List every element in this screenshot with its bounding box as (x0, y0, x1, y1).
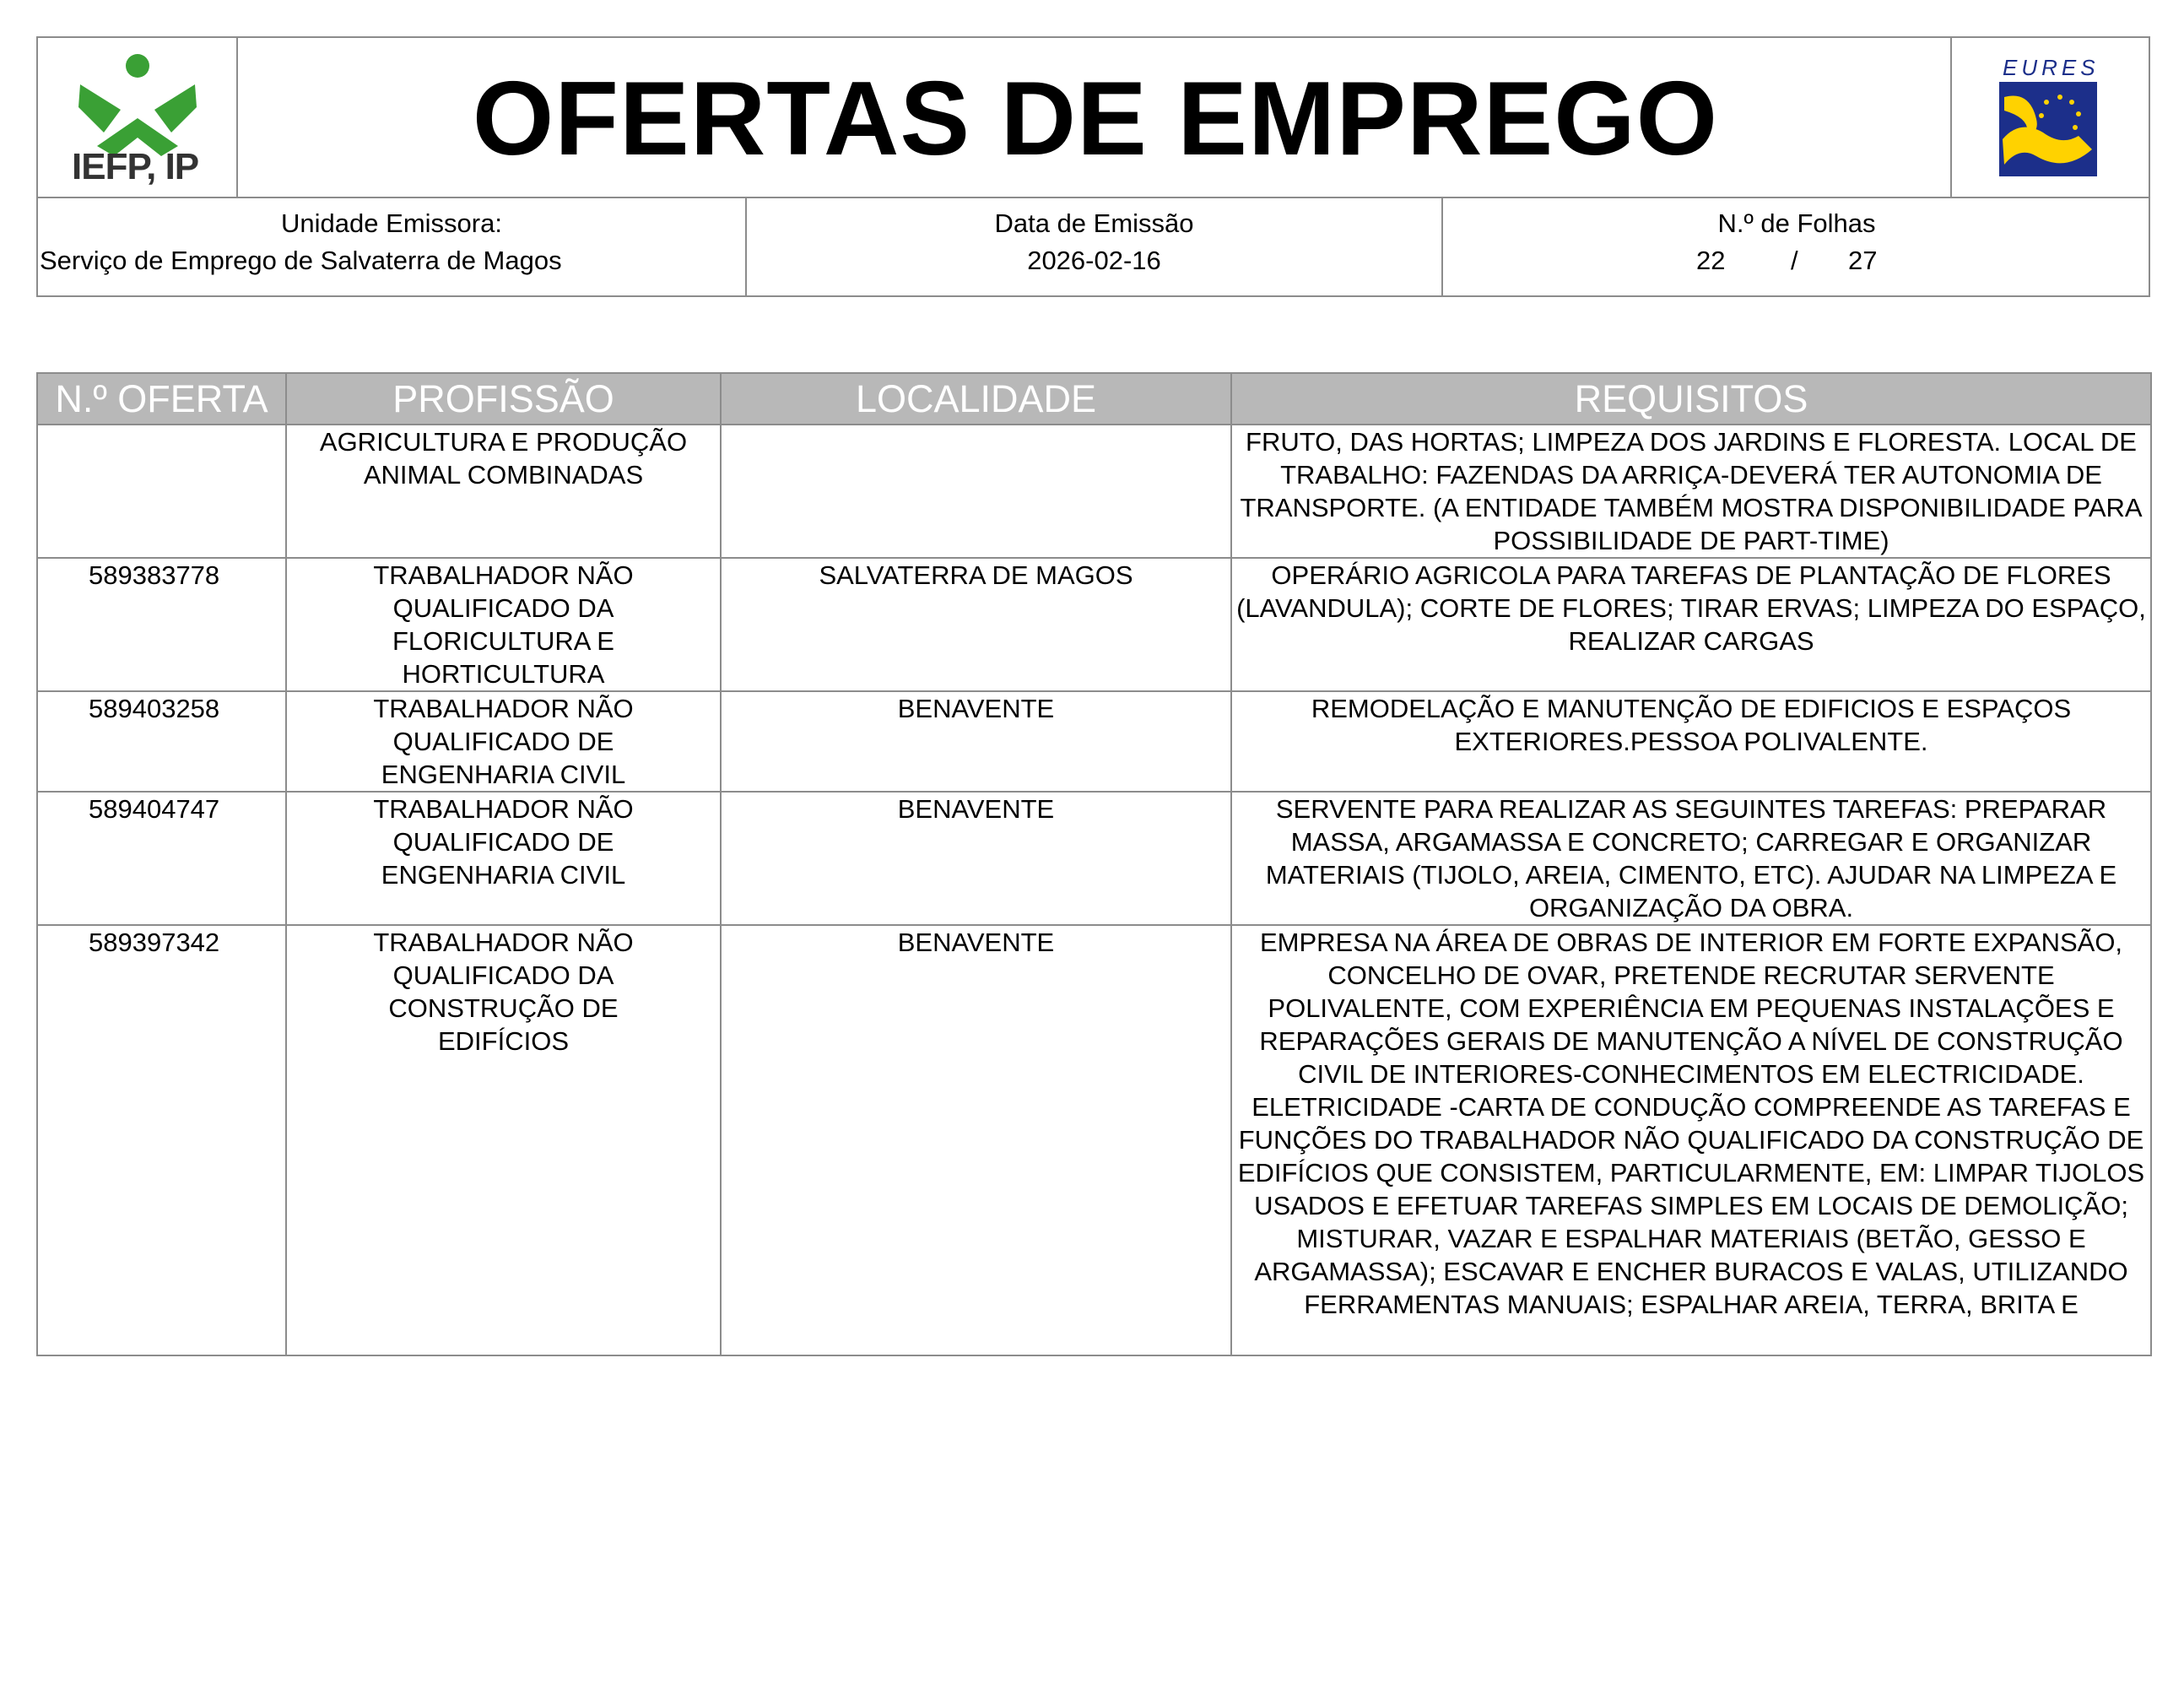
cell-profissao: TRABALHADOR NÃO QUALIFICADO DE ENGENHARIA CIVIL (286, 792, 721, 925)
eures-logo-text: EURES (2003, 55, 2100, 80)
folhas-separator: / (1791, 246, 1798, 275)
cell-oferta: 589383778 (37, 558, 286, 691)
unidade-emissora-label: Unidade Emissora: (281, 208, 502, 238)
header-info-row (38, 197, 2149, 297)
data-emissao-cell (747, 197, 1443, 297)
page-title: OFERTAS DE EMPREGO (472, 61, 1719, 177)
table-row (37, 558, 2151, 691)
cell-requisitos: REMODELAÇÃO E MANUTENÇÃO DE EDIFICIOS E ESPAÇOS EXTERIORES.PESSOA POLIVALENTE. (1231, 691, 2151, 792)
cell-localidade (721, 425, 1231, 558)
folhas-cell (1443, 197, 2150, 297)
cell-localidade: BENAVENTE (721, 691, 1231, 792)
cell-oferta: 589397342 (37, 925, 286, 1355)
unidade-emissora-value: Serviço de Emprego de Salvaterra de Magos (40, 246, 562, 275)
cell-oferta (37, 425, 286, 558)
cell-profissao: TRABALHADOR NÃO QUALIFICADO DA FLORICULTURA E HORTICULTURA (286, 558, 721, 691)
header-top-row (38, 38, 2149, 198)
column-header-oferta: N.º OFERTA (37, 373, 286, 425)
cell-profissao: TRABALHADOR NÃO QUALIFICADO DA CONSTRUÇÃO DE EDIFÍCIOS (286, 925, 721, 1355)
iefp-logo (38, 38, 238, 197)
column-header-requisitos: REQUISITOS (1231, 373, 2151, 425)
table-row (37, 425, 2151, 558)
folhas-current: 22 (1696, 246, 1726, 275)
job-offers-table (36, 372, 2152, 1356)
cell-profissao: AGRICULTURA E PRODUÇÃO ANIMAL COMBINADAS (286, 425, 721, 558)
table-row (37, 925, 2151, 1355)
cell-requisitos: SERVENTE PARA REALIZAR AS SEGUINTES TAREFAS: PREPARAR MASSA, ARGAMASSA E CONCRETO; CARREGAR E ORGANIZAR MATERIAIS (TIJOLO, AREIA, CIMENTO, ETC). AJUDAR NA LIMPEZA E ORGANIZAÇÃO DA OBRA. (1231, 792, 2151, 925)
folhas-total: 27 (1848, 246, 1878, 275)
table-header-row (37, 373, 2151, 425)
data-emissao-label: Data de Emissão (994, 208, 1194, 238)
cell-profissao: TRABALHADOR NÃO QUALIFICADO DE ENGENHARIA CIVIL (286, 691, 721, 792)
document-header (36, 36, 2150, 297)
cell-localidade: SALVATERRA DE MAGOS (721, 558, 1231, 691)
cell-requisitos: FRUTO, DAS HORTAS; LIMPEZA DOS JARDINS E FLORESTA. LOCAL DE TRABALHO: FAZENDAS DA ARRIÇA-DEVERÁ TER AUTONOMIA DE TRANSPORTE. (A ENTIDADE TAMBÉM MOSTRA DISPONIBILIDADE PARA POSSIBILIDADE DE PART-TIME) (1231, 425, 2151, 558)
cell-oferta: 589404747 (37, 792, 286, 925)
eures-logo (1950, 38, 2149, 197)
column-header-profissao: PROFISSÃO (286, 373, 721, 425)
eures-logo-icon (1952, 38, 2147, 195)
column-header-localidade: LOCALIDADE (721, 373, 1231, 425)
cell-localidade: BENAVENTE (721, 925, 1231, 1355)
cell-localidade: BENAVENTE (721, 792, 1231, 925)
cell-requisitos: EMPRESA NA ÁREA DE OBRAS DE INTERIOR EM FORTE EXPANSÃO, CONCELHO DE OVAR, PRETENDE RECRUTAR SERVENTE POLIVALENTE, COM EXPERIÊNCIA EM PEQUENAS INSTALAÇÕES E REPARAÇÕES GERAIS DE MANUTENÇÃO A NÍVEL DE CONSTRUÇÃO CIVIL DE INTERIORES-CONHECIMENTOS EM ELECTRICIDADE. ELETRICIDADE -CARTA DE CONDUÇÃO COMPREENDE AS TAREFAS E FUNÇÕES DO TRABALHADOR NÃO QUALIFICADO DA CONSTRUÇÃO DE EDIFÍCIOS QUE CONSISTEM, PARTICULARMENTE, EM: LIMPAR TIJOLOS USADOS E EFETUAR TAREFAS SIMPLES EM LOCAIS DE DEMOLIÇÃO; MISTURAR, VAZAR E ESPALHAR MATERIAIS (BETÃO, GESSO E ARGAMASSA); ESCAVAR E ENCHER BURACOS E VALAS, UTILIZANDO FERRAMENTAS MANUAIS; ESPALHAR AREIA, TERRA, BRITA E (1231, 925, 2151, 1355)
unidade-emissora-cell (38, 197, 747, 297)
iefp-logo-text: IEFP, IP (72, 146, 199, 187)
table-row (37, 691, 2151, 792)
cell-oferta: 589403258 (37, 691, 286, 792)
cell-requisitos: OPERÁRIO AGRICOLA PARA TAREFAS DE PLANTAÇÃO DE FLORES (LAVANDULA); CORTE DE FLORES; TIRAR ERVAS; LIMPEZA DO ESPAÇO, REALIZAR CARGAS (1231, 558, 2151, 691)
table-row (37, 792, 2151, 925)
data-emissao-value: 2026-02-16 (1027, 246, 1161, 275)
title-cell (238, 38, 1953, 197)
folhas-label: N.º de Folhas (1717, 208, 1876, 238)
